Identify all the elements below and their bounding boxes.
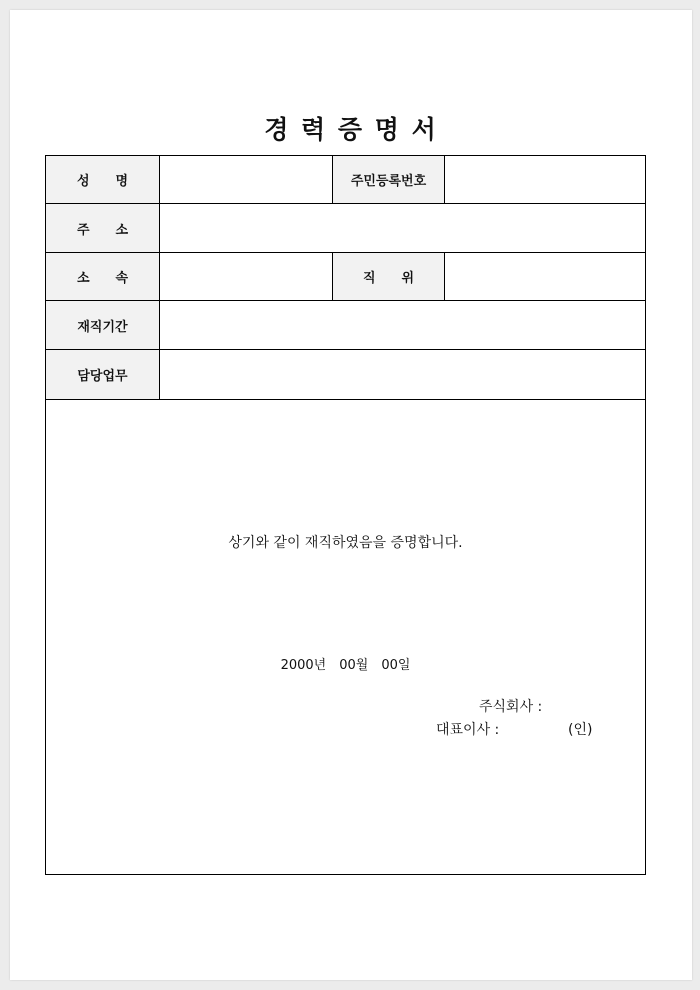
resident-number-field[interactable]	[445, 156, 646, 204]
address-field[interactable]	[160, 204, 646, 253]
employment-period-field[interactable]	[160, 301, 646, 350]
employment-period-label: 재직기간	[46, 301, 160, 350]
company-label: 주식회사 :	[479, 699, 543, 715]
resident-number-label: 주민등록번호	[333, 156, 445, 204]
document-page	[10, 10, 692, 980]
row-department	[46, 253, 646, 301]
issue-date: 2000년 00월 00일	[280, 658, 411, 673]
certification-statement: 상기와 같이 재직하였음을 증명합니다.	[228, 535, 463, 551]
duties-field[interactable]	[160, 350, 646, 400]
position-field[interactable]	[445, 253, 646, 301]
position-label: 직 위	[333, 253, 445, 301]
duties-label: 담당업무	[46, 350, 160, 400]
name-label: 성 명	[46, 156, 160, 204]
ceo-label: 대표이사 :	[436, 722, 500, 738]
row-certification	[46, 400, 646, 875]
department-label: 소 속	[46, 253, 160, 301]
row-employment-period	[46, 301, 646, 350]
document-title: 경 력 증 명 서	[264, 115, 438, 144]
row-duties	[46, 350, 646, 400]
certification-area	[46, 400, 646, 875]
department-field[interactable]	[160, 253, 333, 301]
row-address	[46, 204, 646, 253]
row-name	[46, 156, 646, 204]
career-certificate-form	[45, 155, 646, 875]
address-label: 주 소	[46, 204, 160, 253]
seal-mark: (인)	[568, 722, 593, 738]
name-field[interactable]	[160, 156, 333, 204]
